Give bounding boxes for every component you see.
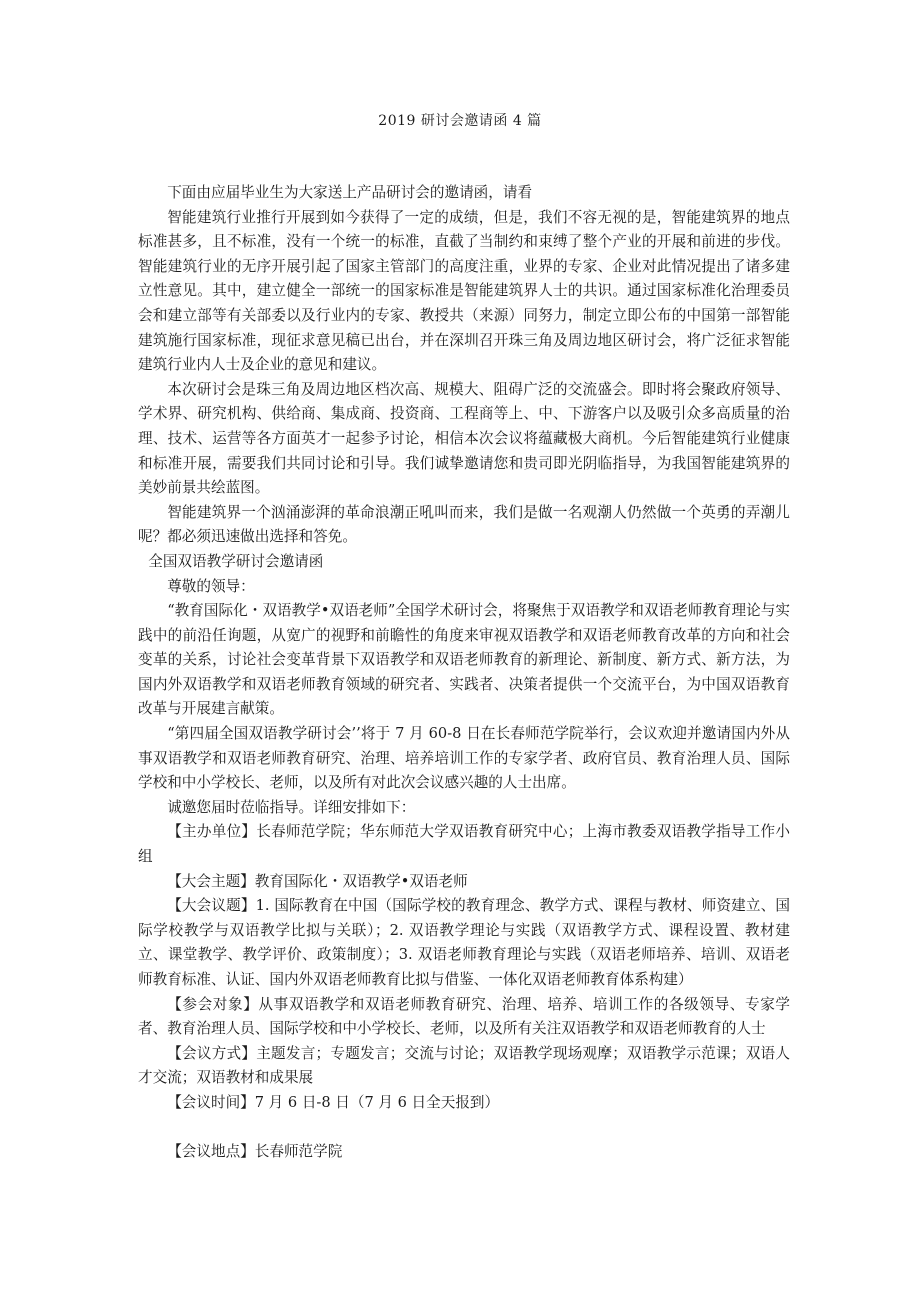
detail-item: 【主办单位】长春师范学院；华东师范大学双语教育研究中心；上海市教委双语教学指导工作小组 bbox=[138, 823, 790, 866]
blank-line bbox=[138, 1116, 790, 1140]
body-paragraph: 智能建筑界一个汹涌澎湃的革命浪潮正吼叫而来，我们是做一名观潮人仍然做一个英勇的弄潮儿呢？都必须迅速做出选择和答免。 bbox=[138, 503, 790, 546]
body-paragraph: “教育国际化・双语教学•双语老师”全国学术研讨会，将聚焦于双语教学和双语老师教育理论与实践中的前沿任询题，从宽广的视野和前瞻性的角度来审视双语教学和双语老师教育改革的方向和社会变革的关系，讨论社会变革背景下双语教学和双语老师教育的新理论、新制度、新方式、新方法，为国内外双语教学和双语老师教育领域的研究者、实践者、决策者提供一个交流平台，为中国双语教育改革与开展建言献策。 bbox=[138, 602, 790, 718]
detail-item: 【大会主题】教育国际化・双语教学•双语老师 bbox=[167, 872, 468, 890]
detail-item: 【会议时间】7 月 6 日-8 日（7 月 6 日全天报到） bbox=[167, 1093, 500, 1111]
body-paragraph: 本次研讨会是珠三角及周边地区档次高、规模大、阻碍广泛的交流盛会。即时将会聚政府领导、学术界、研究机构、供给商、集成商、投资商、工程商等上、中、下游客户以及吸引众多高质量的治理、技术、运营等各方面英才一起参予讨论，相信本次会议将蕴藏极大商机。今后智能建筑行业健康和标准开展，需要我们共同讨论和引导。我们诚挚邀请您和贵司即光阴临指导，为我国智能建筑界的美妙前景共绘蓝图。 bbox=[138, 380, 790, 497]
detail-item: 【会议方式】主题发言；专题发言；交流与讨论；双语教学现场观摩；双语教学示范课；双语人才交流；双语教材和成果展 bbox=[138, 1044, 790, 1087]
section-heading: 全国双语教学研讨会邀请函 bbox=[148, 552, 324, 570]
body-paragraph: 诚邀您届时莅临指导。详细安排如下： bbox=[167, 798, 416, 816]
detail-item: 【大会议题】1. 国际教育在中国（国际学校的教育理念、教学方式、课程与教材、师资建立、国际学校教学与双语教学比拟与关联）；2. 双语教学理论与实践（双语教学方式、课程设置、教材建立、课堂教学、教学评价、政策制度）；3. 双语老师教育理论与实践（双语老师培养、培训、双语老师教育标准、认证、国内外双语老师教育比拟与借鉴、一体化双语老师教育体系构建） bbox=[138, 897, 790, 988]
intro-paragraph: 下面由应届毕业生为大家送上产品研讨会的邀请函，请看 bbox=[167, 184, 533, 201]
detail-item: 【会议地点】长春师范学院 bbox=[167, 1142, 343, 1160]
detail-item: 【参会对象】从事双语教学和双语老师教育研究、治理、培养、培训工作的各级领导、专家学者、教育治理人员、国际学校和中小学校长、老师，以及所有关注双语教学和双语老师教育的人士 bbox=[138, 995, 790, 1038]
body-paragraph: “第四届全国双语教学研讨会’’将于 7 月 60-8 日在长春师范学院举行，会议欢迎并邀请国内外从事双语教学和双语老师教育研究、治理、培养培训工作的专家学者、政府官员、教育治理人员、国际学校和中小学校长、老师，以及所有对此次会议感兴趣的人士出席。 bbox=[138, 725, 790, 792]
body-paragraph: 智能建筑行业推行开展到如今获得了一定的成绩，但是，我们不容无视的是，智能建筑界的地点标准甚多，且不标准，没有一个统一的标准，直截了当制约和束缚了整个产业的开展和前进的步伐。智能建筑行业的无序开展引起了国家主管部门的高度注重，业界的专家、企业对此情况提出了诸多建立性意见。其中，建立健全一部统一的国家标准是智能建筑界人士的共识。通过国家标准化治理委员会和建立部等有关部委以及行业内的专家、教授共（来源）同努力，制定立即公布的中国第一部智能建筑施行国家标准，现征求意见稿已出台，并在深圳召开珠三角及周边地区研讨会，将广泛征求智能建筑行业内人士及企业的意见和建议。 bbox=[138, 208, 790, 374]
document-title: 2019 研讨会邀请函 4 篇 bbox=[378, 113, 542, 129]
document-body bbox=[138, 181, 790, 1164]
salutation: 尊敬的领导： bbox=[167, 577, 255, 595]
